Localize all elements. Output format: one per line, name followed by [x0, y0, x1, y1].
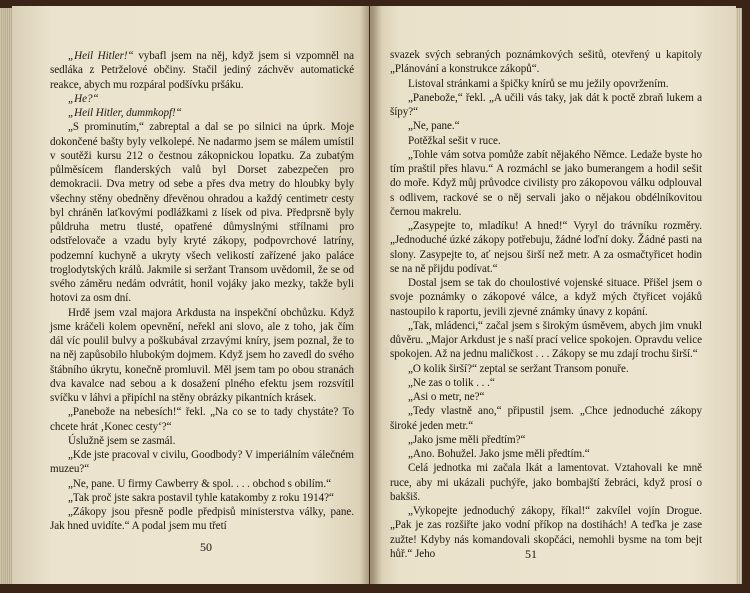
paragraph: Celá jednotka mi začala lkát a lamentovat. Vztahovali ke mně ruce, aby mi ukázali puchýře, jako bombajští žebráci, když prosí o bakšiš. [390, 462, 702, 503]
paragraph: „He?“ [68, 92, 99, 105]
paragraph: svazek svých sebraných poznámkových sešitů, otevřený u kapitoly „Plánování a konstrukce zákopů“. [390, 49, 702, 76]
left-page-text [50, 49, 354, 534]
paragraph: „Ne zas o tolik . . .“ [408, 376, 495, 389]
paragraph: „Panebože na nebesích!“ řekl. „Na co se to tady chystáte? To chcete hrát ‚Konec cesty‘?“ [50, 406, 354, 433]
paragraph: „Ano. Bohužel. Jako jsme měli předtím.“ [408, 448, 590, 460]
paragraph: Potěžkal sešit v ruce. [408, 134, 501, 147]
paragraph: „Jako jsme měli předtím?“ [408, 433, 526, 446]
paragraph: „Zákopy jsou přesně podle předpisů ministerstva války, pane. Jak hned uvidíte.“ A podal jsem mu třetí [50, 506, 354, 533]
paragraph: „O kolik širší?“ zeptal se seržant Transom ponuře. [408, 362, 629, 375]
paragraph: „Tak proč jste sakra postavil tyhle katakomby z roku 1914?“ [68, 491, 334, 504]
paragraph: „Vykopejte jednoduchý zákopy, říkal!“ zakvílel vojín Drogue. „Pak je zas rozšiřte jako vodní příkop na dostihách! A teďka je zase zužte! Kdyby nás komandovali skopčáci, nemohli bysme na tom bejt hůř.“ Jeho [390, 505, 702, 560]
paragraph: „Panebože,“ řekl. „A učili vás taky, jak dát k poctě zbraň lukem a šípy?“ [390, 91, 702, 118]
paragraph: Dostal jsem se tak do choulostivé vojenské situace. Přišel jsem o svoje poznámky o zákopové válce, a když mých čtyřicet vojáků nastoupilo k raportu, jevili zjevné známky únavy z kopání. [390, 277, 702, 318]
left-page-number: 50 [200, 540, 212, 554]
paragraph: „Zasypejte to, mladíku! A hned!“ Vyryl do trávníku rozměry. „Jednoduché úzké zákopy potřebuju, žádné loďní doky. Žádné pasti na slony. Zasypejte to, ať nejsou širší než metr. A za osmačtyřicet hodin se na ně přijdu podívat.“ [390, 220, 702, 275]
paragraph: „Kde jste pracoval v civilu, Goodbody? V imperiálním válečném muzeu?“ [50, 449, 354, 476]
paragraph: Listoval stránkami a špičky knírů se mu ježily opovržením. [408, 77, 669, 90]
book-gutter [360, 6, 382, 584]
right-page-text [390, 48, 702, 561]
paragraph: Úslužně jsem se zasmál. [68, 434, 176, 447]
paragraph: „Asi o metr, ne?“ [408, 391, 485, 403]
right-page-number: 51 [525, 547, 537, 561]
right-page [370, 6, 736, 584]
paragraph: „Heil Hitler, dummkopf!“ [68, 107, 182, 119]
paragraph: „Ne, pane.“ [408, 120, 460, 133]
paragraph: „S prominutím,“ zabreptal a dal se po silnici na úprk. Moje dokončené bašty byly velkolepé. Ne nadarmo jsem se málem umístil v soutěži kursu 212 o čestnou zákopnickou lopatku. Za zubatým půlměsícem flanderských valů byl Dorset zabezpečen pro demokracii. Dva metry od sebe a přes dva metry do hloubky byly všechny stěny obedněny dřevěnou ohradou a každý centimetr cesty byl chráněn laťkovými podlážkami z lísek od piva. Předprsně byly půldruha metru tlusté, opatřené důmyslnými střílnami pro odstřelovače a vzadu byly kryté zákopy, podpovrchové latríny, podzemní kuchyně a ukryty všech velikostí zařízené jako paláce troglodytských králů. Jakmile si seržant Transom uvědomil, že se od svého záměru nedám odvrátit, honil vojáky jako mezky, takže byli hotovi za osm dní. [50, 121, 354, 305]
paragraph: „Tedy vlastně ano,“ připustil jsem. „Chce jednoduché zákopy široké jeden metr.“ [390, 405, 702, 432]
paragraph: Hrdě jsem vzal majora Arkdusta na inspekční obchůzku. Když jsme kráčeli kolem opevnění, neřekl ani slovo, ale z toho, jak čím dál víc poulil bulvy a poškubával zrzavými kníry, jsem poznal, že to na něj zapůsobilo hlubokým dojmem. Když jsem ho zavedl do svého štábního úkrytu, konečně promluvil. Měl jsem tam po obou stranách dva kavalce nad sebou a k dosažení plného efektu jsem rozsvítil svíčku v láhvi a připíchl na stěny obrázky pikantních krásek. [50, 306, 354, 404]
paragraph: „Heil Hitler!“ vybafl jsem na něj, když jsem si vzpomněl na sedláka z Petrželové občiny. Stačil jediný záchvěv automatické reakce, abych mu rozpáral podšívku pršáku. [50, 50, 355, 91]
left-page [12, 6, 369, 584]
paragraph: „Tohle vám sotva pomůže zabít nějakého Němce. Ledaže byste ho tím praštil přes hlavu.“ A rozmáchl se jako bumerangem a hodil sešit do moře. Když můj průvodce civilisty pro zákopovou válku odplouval s odlivem, rackové se o něj servali jako o nějakou obdélníkovitou černou makrelu. [390, 148, 702, 218]
paragraph: „Ne, pane. U firmy Cawberry & spol. . . . obchod s obilím.“ [68, 477, 331, 490]
paragraph: „Tak, mládenci,“ začal jsem s širokým úsměvem, abych jim vnukl důvěru. „Major Arkdust je s naší prací velice spokojen. Opravdu velice spokojen. Až na jednu maličkost . . . Zákopy se mu zdají trochu širší.“ [390, 319, 702, 361]
